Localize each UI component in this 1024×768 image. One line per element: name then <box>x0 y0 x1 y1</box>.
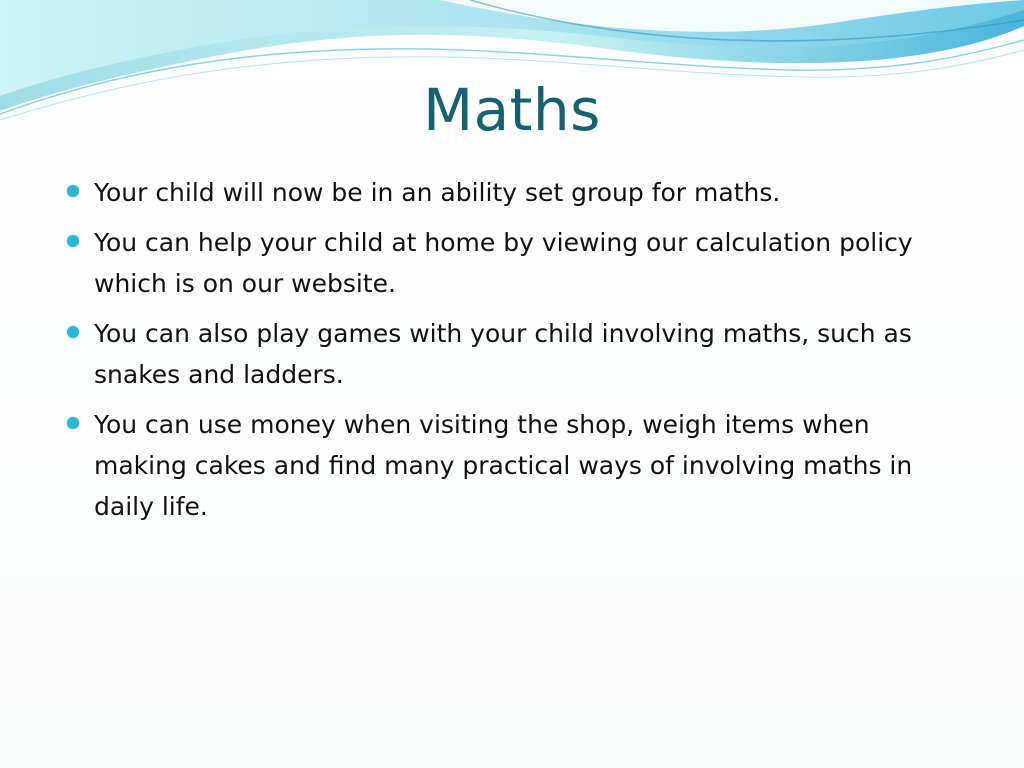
bullet-text: Your child will now be in an ability set group for maths. <box>94 178 781 207</box>
bullet-text: You can also play games with your child involving maths, such as snakes and ladders. <box>94 319 912 389</box>
bullet-item <box>62 172 962 213</box>
bullet-dot-icon <box>67 326 79 338</box>
bullet-dot-icon <box>67 235 79 247</box>
bullet-list <box>62 172 962 536</box>
bullet-dot-icon <box>67 417 79 429</box>
bullet-item <box>62 222 962 304</box>
bullet-text: You can help your child at home by viewing our calculation policy which is on our website. <box>94 228 913 298</box>
bullet-dot-icon <box>67 185 79 197</box>
bullet-item <box>62 404 962 527</box>
slide-title: Maths <box>423 76 601 144</box>
bullet-item <box>62 313 962 395</box>
bullet-text: You can use money when visiting the shop, weigh items when making cakes and find many practical ways of involving maths in daily life. <box>94 410 913 521</box>
